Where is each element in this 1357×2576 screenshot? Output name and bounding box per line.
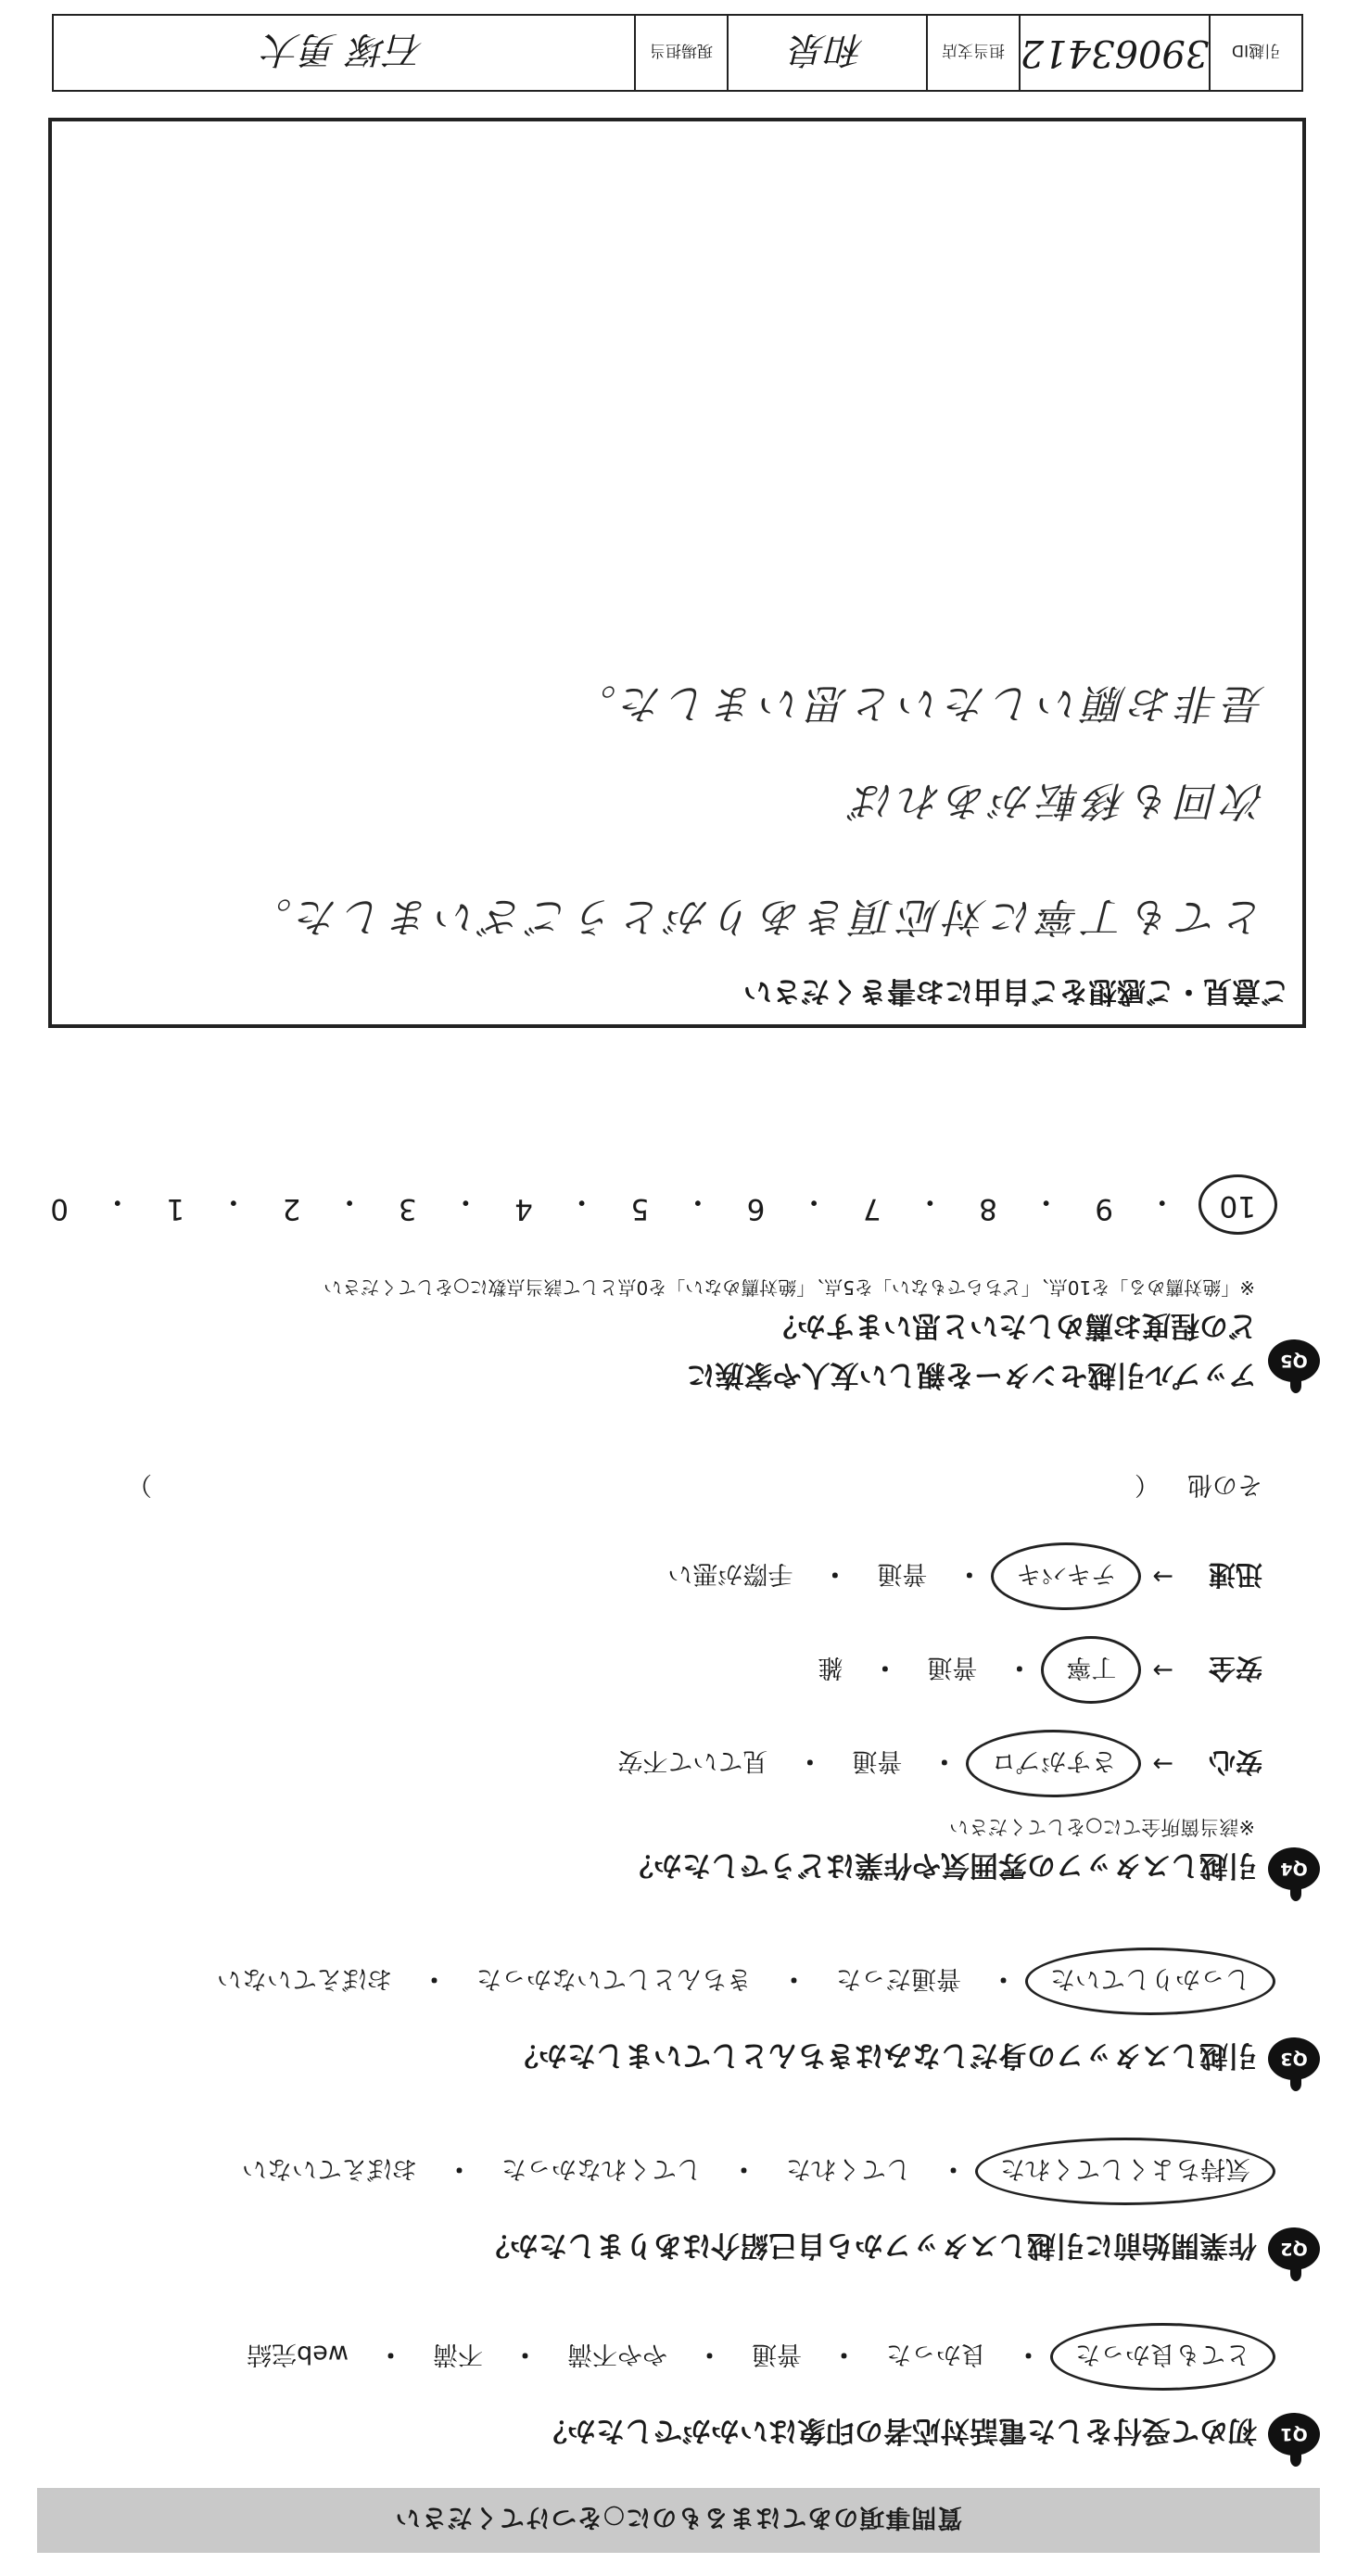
q4-anshin-normal[interactable]: 普通: [852, 1746, 903, 1775]
id-label: 引越ID: [1209, 16, 1301, 90]
q4-row-label-anzen: 安全: [1208, 1653, 1262, 1684]
scale-separator: ・: [219, 1185, 248, 1218]
q1-option-good[interactable]: 良かった: [886, 2340, 986, 2368]
comments-title: ご意見・ご感想をご自由にお書きください: [743, 974, 1289, 1008]
q4-jinsoku-clumsy[interactable]: 手際が悪い: [667, 1559, 793, 1588]
q5-badge: Q5: [1268, 1339, 1320, 1382]
q5-score-5[interactable]: 5: [630, 1192, 650, 1225]
q4-anzen-normal[interactable]: 普通: [927, 1653, 978, 1681]
comments-box[interactable]: [48, 118, 1306, 1028]
q5-note: ※「絶対薦める」を10点、「どちらでもない」を5点、「絶対薦めない」を0点として該当点数に○をしてください: [323, 1276, 1255, 1299]
question-4: Q4 引越しスタッフの雰囲気や作業はどうでしたか？ ※該当箇所全てに○をしてください 安心 → さすがプロ ・ 普通 ・ 見ていて不安 安全 → 丁寧 ・ 普通 ・ 雑 迅速 → テキパキ ・ 普通 ・ 手際が悪い その他 （ ）: [32, 1469, 1320, 1890]
q5-score-0[interactable]: 0: [50, 1192, 69, 1225]
q4-other-label: その他: [1187, 1470, 1262, 1499]
q2-option-pleasant[interactable]: 気持ちよくしてくれた: [975, 2138, 1275, 2205]
q3-question: 引越しスタッフの身だしなみはきちんとしていましたか？: [510, 2038, 1257, 2073]
question-3: Q3 引越しスタッフの身だしなみはきちんとしていましたか？ しっかりしていた ・ 普通だった ・ きちんとしていなかった ・ おぼえていない: [32, 1959, 1320, 2080]
q4-other-close: ）: [127, 1470, 152, 1499]
q4-jinsoku-efficient[interactable]: テキパキ: [991, 1542, 1141, 1610]
question-2: Q2 作業開始前に引越しスタッフから自己紹介はありましたか？ 気持ちよくしてくれた ・ してくれた ・ してくれなかった ・ おぼえていない: [32, 2149, 1320, 2270]
branch-label: 担当支店: [926, 16, 1019, 90]
scale-separator: ・: [103, 1185, 133, 1218]
q4-other-open: （: [1135, 1470, 1160, 1499]
scale-separator: ・: [450, 1185, 480, 1218]
q5-score-8[interactable]: 8: [979, 1192, 997, 1225]
branch-value: 和泉: [727, 16, 926, 90]
scale-separator: ・: [799, 1185, 829, 1218]
arrow-right-icon: →: [1152, 1749, 1173, 1778]
q5-score-6[interactable]: 6: [746, 1192, 766, 1225]
staff-value: 石塚 勇大: [263, 28, 425, 71]
q5-score-2[interactable]: 2: [282, 1192, 301, 1225]
q5-score-10[interactable]: 10: [1198, 1174, 1277, 1235]
q5-scale: [50, 1184, 1264, 1225]
q5-score-3[interactable]: 3: [398, 1192, 417, 1225]
scale-separator: ・: [1032, 1185, 1061, 1218]
q3-option-neat[interactable]: しっかりしていた: [1025, 1948, 1275, 2015]
q5-score-4[interactable]: 4: [514, 1192, 533, 1225]
q3-option-normal[interactable]: 普通だった: [836, 1964, 961, 1993]
q1-badge: Q1: [1268, 2413, 1320, 2455]
scale-separator: ・: [1148, 1185, 1177, 1218]
arrow-right-icon: →: [1152, 1562, 1173, 1591]
q4-anshin-worried[interactable]: 見ていて不安: [617, 1746, 768, 1775]
arrow-right-icon: →: [1152, 1656, 1173, 1684]
q2-badge: Q2: [1268, 2227, 1320, 2270]
q4-anzen-careful[interactable]: 丁寧: [1041, 1636, 1141, 1704]
q4-note: ※該当箇所全てに○をしてください: [949, 1816, 1255, 1838]
q4-row-label-jinsoku: 迅速: [1208, 1559, 1262, 1591]
comment-line-1: とても丁寧に対応頂きありがとうございました。: [246, 893, 1265, 940]
comment-line-2: 次回も移転があれば: [848, 777, 1265, 824]
q5-question-line2: どの程度お薦めしたいと思いますか？: [768, 1309, 1257, 1342]
scale-separator: ・: [915, 1185, 945, 1218]
q2-option-no[interactable]: してくれなかった: [501, 2154, 702, 2183]
q5-score-1[interactable]: 1: [166, 1192, 185, 1225]
q5-score-7[interactable]: 7: [862, 1192, 881, 1225]
scale-separator: ・: [567, 1185, 597, 1218]
q4-row-label-anshin: 安心: [1208, 1746, 1262, 1778]
q3-badge: Q3: [1268, 2037, 1320, 2080]
header-info-box: [52, 14, 1303, 92]
q1-option-somewhat-unsatisfied[interactable]: やや不満: [567, 2340, 667, 2368]
q1-option-unsatisfied[interactable]: 不満: [433, 2340, 483, 2368]
q2-option-yes[interactable]: してくれた: [786, 2154, 911, 2183]
q4-anshin-professional[interactable]: さすがプロ: [966, 1730, 1141, 1797]
comment-line-3: 是非お願いしたいと思いました。: [570, 679, 1265, 727]
scale-separator: ・: [683, 1185, 713, 1218]
scale-separator: ・: [335, 1185, 364, 1218]
question-1: Q1 初めて受付をした電話対応者の印象はいかがでしたか？ とても良かった ・ 良かった ・ 普通 ・ やや不満 ・ 不満 ・ web完結: [32, 2334, 1320, 2455]
q3-option-not-neat[interactable]: きちんとしていなかった: [476, 1964, 752, 1993]
q3-option-dont-remember[interactable]: おぼえていない: [217, 1964, 392, 1993]
q4-badge: Q4: [1268, 1847, 1320, 1890]
question-5: [32, 1184, 1320, 1399]
q4-jinsoku-normal[interactable]: 普通: [877, 1559, 928, 1588]
staff-label: 現場担当: [634, 16, 727, 90]
q1-option-very-good[interactable]: とても良かった: [1050, 2323, 1275, 2391]
section-banner: 質問事項のあてはまるものに○をつけてください: [37, 2488, 1320, 2553]
q5-score-9[interactable]: 9: [1095, 1192, 1114, 1225]
q1-option-web[interactable]: web完結: [247, 2340, 349, 2368]
q2-option-dont-remember[interactable]: おぼえていない: [242, 2154, 417, 2183]
id-value: 39063412: [1019, 16, 1209, 90]
q5-question-line1: アップル引越センターを親しい友人や家族に: [686, 1358, 1257, 1391]
q4-anzen-rough[interactable]: 雑: [818, 1653, 843, 1681]
q1-option-average[interactable]: 普通: [752, 2340, 802, 2368]
q4-question: 引越しスタッフの雰囲気や作業はどうでしたか？: [625, 1848, 1257, 1883]
q2-question: 作業開始前に引越しスタッフから自己紹介はありましたか？: [481, 2228, 1257, 2263]
q1-question: 初めて受付をした電話対応者の印象はいかがでしたか？: [539, 2414, 1257, 2448]
